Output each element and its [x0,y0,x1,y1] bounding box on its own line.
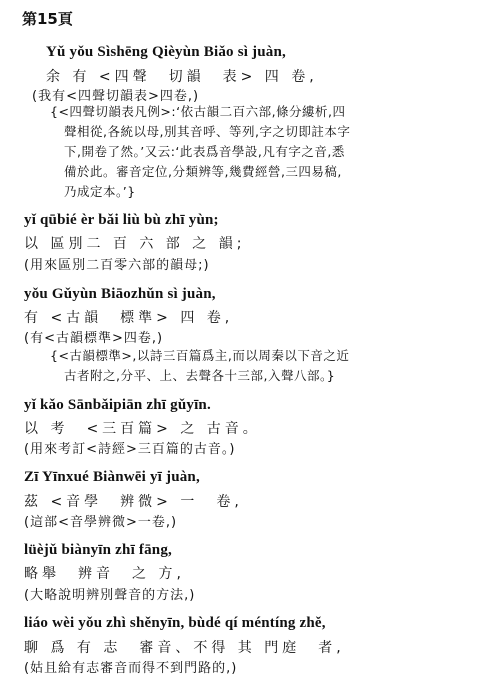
annotation-line: {<古韻標準>,以詩三百篇爲主,而以周秦以下音之近 [50,348,350,363]
chinese-line: 茲 <音學 辨微> 一 卷, [24,494,243,510]
annotation-line: 聲相從,各統以母,別其音呼、等列,字之切即註本字 [64,124,351,139]
translation-line: (有<古韻標準>四卷,) [24,331,164,346]
pinyin-line: Zī Yīnxué Biànwēi yī juàn, [24,469,200,485]
annotation-line: 下,開卷了然。’又云:‘此表爲音學設,凡有字之音,悉 [64,144,345,159]
translation-line: (這部<音學辨微>一卷,) [24,515,178,530]
chinese-line: 以 考 <三百篇> 之 古音。 [24,421,261,437]
pinyin-line: Yǔ yǒu Sìshēng Qièyùn Biǎo sì juàn, [46,44,286,60]
annotation-line: 古者附之,分平、上、去聲各十三部,入聲八部。} [64,368,336,383]
chinese-line: 余 有 <四聲 切韻 表> 四 卷, [46,69,318,85]
translation-line: (大略說明辨別聲音的方法,) [24,588,196,603]
chinese-line: 以 區別二 百 六 部 之 韻; [24,236,246,252]
pinyin-line: lüèjǔ biànyīn zhī fāng, [24,542,172,558]
chinese-line: 聊 爲 有 志 審音、不得 其 門庭 者, [24,640,345,656]
pinyin-line: liáo wèi yǒu zhì shěnyīn, bùdé qí méntíng zhě, [24,615,326,631]
annotation-line: 備於此。審音定位,分類辨等,幾費經營,三四易稿, [64,164,342,179]
translation-line: (姑且給有志審音而得不到門路的,) [24,661,238,676]
translation-line: (用來考訂<詩經>三百篇的古音。) [24,442,236,457]
translation-line: (用來區別二百零六部的韻母;) [24,258,210,273]
pinyin-line: yǐ qūbié èr bǎi liù bù zhī yùn; [24,212,219,228]
annotation-line: {<四聲切韻表凡例>:‘依古韻二百六部,條分縷析,四 [50,104,346,119]
pinyin-line: yǐ kǎo Sānbǎipiān zhī gǔyīn. [24,397,211,413]
chinese-line: 略舉 辨音 之 方, [24,566,185,582]
page-label: 第15頁 [22,10,73,28]
chinese-line: 有 <古韻 標準> 四 卷, [24,310,234,326]
annotation-line: 乃成定本。’} [64,184,136,199]
translation-line: (我有<四聲切韻表>四卷,) [32,89,200,104]
pinyin-line: yǒu Gǔyùn Biāozhǔn sì juàn, [24,286,216,302]
